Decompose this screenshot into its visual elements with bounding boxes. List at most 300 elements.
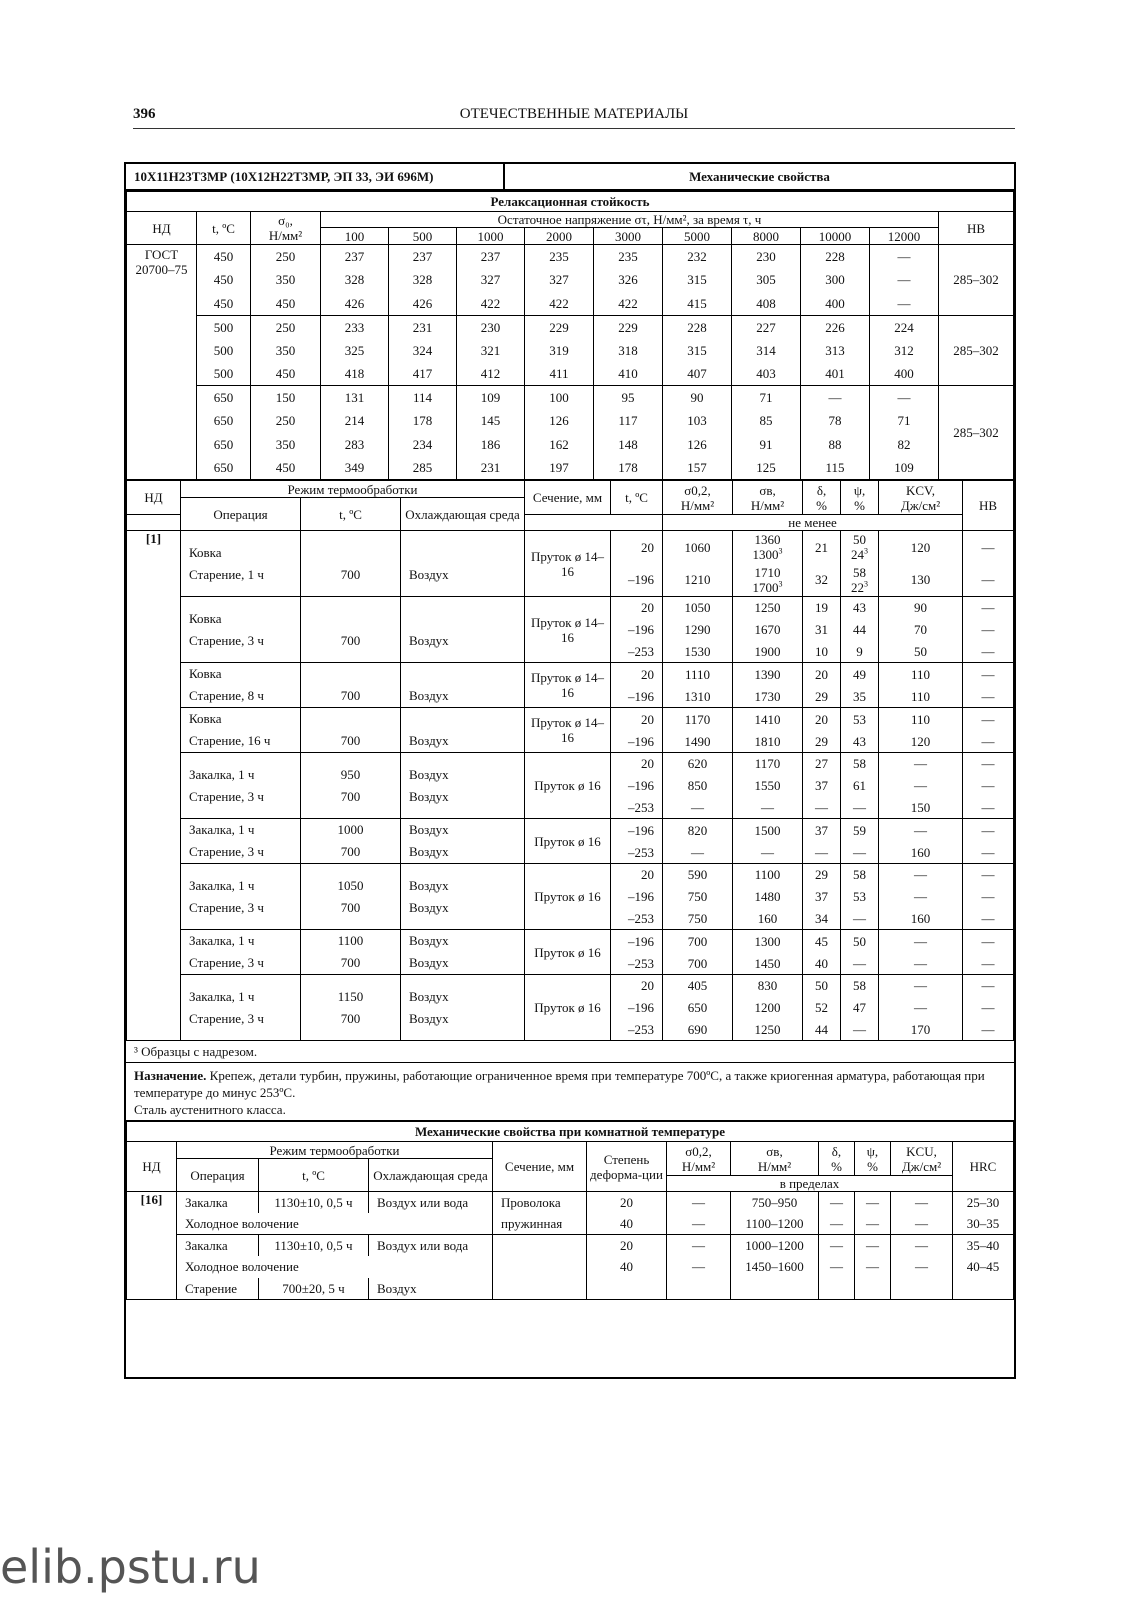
mech-cell: –253 xyxy=(611,797,663,819)
mech-cell: 150 xyxy=(879,797,963,819)
mech-t: 700 xyxy=(301,663,401,708)
mech-cell: — xyxy=(963,886,1014,908)
relax-cell: 283 xyxy=(321,433,389,457)
relax-cell: 214 xyxy=(321,409,389,433)
room-cell: 700±20, 5 ч xyxy=(259,1278,369,1300)
room-cell: Воздух или вода xyxy=(369,1235,493,1257)
section-title: Механические свойства xyxy=(504,164,1014,190)
room-cell: 1450–1600 xyxy=(731,1256,819,1278)
mech-row xyxy=(127,819,1014,842)
relax-cell: 349 xyxy=(321,456,389,480)
mech-row xyxy=(127,930,1014,953)
mech-cell: — xyxy=(963,908,1014,930)
relax-cell: 230 xyxy=(457,315,525,339)
time-8000: 8000 xyxy=(732,228,801,245)
room-col-s02 xyxy=(667,1142,731,1176)
relax-cell: 85 xyxy=(732,409,801,433)
mech-cell: 52 xyxy=(803,997,841,1019)
relax-cell: 426 xyxy=(321,292,389,316)
relax-cell: 109 xyxy=(870,456,939,480)
relax-cell: 103 xyxy=(663,409,732,433)
room-cell: 1130±10, 0,5 ч xyxy=(259,1192,369,1214)
mech-cell: 1710 1700$^3$ xyxy=(733,564,803,597)
relax-cell: 109 xyxy=(457,386,525,410)
room-delta-label: δ, xyxy=(831,1143,842,1159)
purpose-label: Назначение. xyxy=(134,1068,207,1083)
relaxation-title: Релаксационная стойкость xyxy=(127,192,1014,212)
mech-t: 700 xyxy=(301,597,401,663)
time-3000: 3000 xyxy=(594,228,663,245)
mech-cell: — xyxy=(841,1019,879,1041)
relax-hb: 285–302 xyxy=(939,386,1014,480)
mech-col-temp: t, ºC xyxy=(301,498,401,531)
relax-row xyxy=(127,456,1014,480)
mech-cell: 44 xyxy=(803,1019,841,1041)
mech-cell: — xyxy=(663,841,733,864)
relax-cell: 318 xyxy=(594,339,663,363)
relax-cell: 228 xyxy=(663,315,732,339)
mech-cell: 58 xyxy=(841,753,879,775)
sb-unit: Н/мм² xyxy=(750,497,785,513)
relax-cell: 319 xyxy=(525,339,594,363)
relax-cell: 300 xyxy=(801,268,870,292)
relax-cell: 312 xyxy=(870,339,939,363)
room-cell: 1000–1200 xyxy=(731,1235,819,1257)
mech-cell: –253 xyxy=(611,641,663,663)
mech-cool: Воздух Воздух xyxy=(401,864,525,930)
mech-cell: 1290 xyxy=(663,619,733,641)
relax-cell: 231 xyxy=(457,456,525,480)
room-kcu-label: KCU, xyxy=(906,1143,937,1159)
delta-unit: % xyxy=(816,497,827,513)
room-col-cooling: Охлаждающая среда xyxy=(369,1159,493,1192)
mech-cell: 110 xyxy=(879,663,963,686)
mech-cell: 34 xyxy=(803,908,841,930)
mech-cell: 1550 xyxy=(733,775,803,797)
room-cell: Проволока xyxy=(493,1192,587,1214)
mech-cell: — xyxy=(963,531,1014,564)
room-cell: — xyxy=(819,1235,855,1257)
relax-cell: 325 xyxy=(321,339,389,363)
relax-nd: ГОСТ 20700–75 xyxy=(127,245,197,480)
s02-label: σ0,2, xyxy=(684,482,711,498)
relaxation-table xyxy=(126,191,1014,480)
room-cell: Закалка xyxy=(177,1235,259,1257)
mech-cell: 90 xyxy=(879,597,963,619)
material-sheet xyxy=(124,162,1016,1379)
room-cell: 40 xyxy=(587,1256,667,1278)
room-cell: — xyxy=(891,1256,953,1278)
mech-section: Пруток ø 16 xyxy=(525,975,611,1041)
mech-cell: 1310 xyxy=(663,685,733,708)
relax-row xyxy=(127,362,1014,386)
mech-section: Пруток ø 14–16 xyxy=(525,708,611,753)
mech-cell: 50 xyxy=(803,975,841,997)
relax-cell: 178 xyxy=(594,456,663,480)
relax-row xyxy=(127,292,1014,316)
mech-cell: 61 xyxy=(841,775,879,797)
relax-cell: 314 xyxy=(732,339,801,363)
mech-cell: 21 xyxy=(803,531,841,564)
relax-cell: 650 xyxy=(197,433,251,457)
mech-cell: — xyxy=(963,730,1014,753)
room-cell: пружинная xyxy=(493,1213,587,1235)
mech-cell: 10 xyxy=(803,641,841,663)
mech-sec-spacer xyxy=(525,515,611,531)
relax-cell: 417 xyxy=(389,362,457,386)
relax-cell: 412 xyxy=(457,362,525,386)
relax-cell: 162 xyxy=(525,433,594,457)
room-row xyxy=(127,1278,1014,1300)
time-10000: 10000 xyxy=(801,228,870,245)
mech-op: Закалка, 1 ч Старение, 3 ч xyxy=(181,975,301,1041)
room-s02-unit: Н/мм² xyxy=(681,1158,716,1174)
material-grade: 10Х11Н23Т3МР (10Х12Н22Т3МР, ЭП 33, ЭИ 696М) xyxy=(126,164,504,190)
relax-cell: 321 xyxy=(457,339,525,363)
room-cell: — xyxy=(891,1235,953,1257)
room-cell xyxy=(493,1256,587,1278)
mech-cell: — xyxy=(879,886,963,908)
mech-cell: — xyxy=(841,841,879,864)
mech-cell: 1480 xyxy=(733,886,803,908)
page-number: 396 xyxy=(133,106,156,122)
room-cell: 40–45 xyxy=(953,1256,1014,1278)
mech-cell: –196 xyxy=(611,930,663,953)
relax-cell: 150 xyxy=(251,386,321,410)
room-cell: — xyxy=(855,1235,891,1257)
mech-cell: — xyxy=(879,997,963,1019)
room-cell: 40 xyxy=(587,1213,667,1235)
room-cell: — xyxy=(855,1256,891,1278)
room-cell: 20 xyxy=(587,1192,667,1214)
mech-cell: 1410 xyxy=(733,708,803,731)
delta-label: δ, xyxy=(816,482,827,498)
psi-label: ψ, xyxy=(853,482,866,498)
room-col-nd: НД xyxy=(127,1142,177,1192)
mech-cell: –253 xyxy=(611,1019,663,1041)
mech-cell: –196 xyxy=(611,819,663,842)
room-sb-unit: Н/мм² xyxy=(757,1158,792,1174)
room-delta-unit: % xyxy=(831,1158,842,1174)
relax-cell: 235 xyxy=(594,245,663,269)
mech-cell: — xyxy=(963,819,1014,842)
relax-cell: — xyxy=(870,268,939,292)
mech-cell: 1530 xyxy=(663,641,733,663)
mech-cell: 20 xyxy=(803,663,841,686)
sigma0-label: σ₀, xyxy=(278,213,293,228)
relax-cell: 235 xyxy=(525,245,594,269)
room-cell xyxy=(891,1278,953,1300)
mech-cool: Воздух Воздух xyxy=(401,819,525,864)
relax-cell: 650 xyxy=(197,386,251,410)
purpose-text: Крепеж, детали турбин, пружины, работающие ограниченное время при температуре 700ºC, а также криогенная арматура, работающая при температуре до минус 253ºC. xyxy=(134,1068,985,1100)
room-cell: Закалка xyxy=(177,1192,259,1214)
mech-cell: –196 xyxy=(611,886,663,908)
relax-row xyxy=(127,433,1014,457)
mech-cell: 44 xyxy=(841,619,879,641)
room-cell xyxy=(493,1278,587,1300)
relax-cell: 126 xyxy=(525,409,594,433)
mech-cell: 750 xyxy=(663,908,733,930)
mech-cell: 70 xyxy=(879,619,963,641)
mech-cell: — xyxy=(963,619,1014,641)
relax-cell: 324 xyxy=(389,339,457,363)
room-cell: 1130±10, 0,5 ч xyxy=(259,1235,369,1257)
room-cell: — xyxy=(667,1213,731,1235)
relax-cell: 232 xyxy=(663,245,732,269)
mech-cell: 20 xyxy=(611,597,663,619)
mech-cell: 690 xyxy=(663,1019,733,1041)
relax-cell: 197 xyxy=(525,456,594,480)
mech-cell: 1390 xyxy=(733,663,803,686)
mech-col-s02 xyxy=(663,481,733,515)
mech-cell: 1200 xyxy=(733,997,803,1019)
relax-row xyxy=(127,268,1014,292)
mech-cool: Воздух Воздух xyxy=(401,753,525,819)
mech-cell: — xyxy=(963,564,1014,597)
mech-cell: 20 xyxy=(611,975,663,997)
relax-cell: 90 xyxy=(663,386,732,410)
mech-cell: 160 xyxy=(879,908,963,930)
room-cell: Старение xyxy=(177,1278,259,1300)
relax-cell: 500 xyxy=(197,339,251,363)
relax-cell: — xyxy=(870,386,939,410)
mech-cell: 170 xyxy=(879,1019,963,1041)
mech-cell: 1450 xyxy=(733,952,803,975)
mech-cell: — xyxy=(879,753,963,775)
mech-row xyxy=(127,864,1014,886)
mech-cell: — xyxy=(733,841,803,864)
relax-cell: 78 xyxy=(801,409,870,433)
relax-cell: 82 xyxy=(870,433,939,457)
mech-cell: 53 xyxy=(841,708,879,731)
room-kcu-unit: Дж/см² xyxy=(901,1158,942,1174)
mech-cell: 1110 xyxy=(663,663,733,686)
relax-cell: 178 xyxy=(389,409,457,433)
mech-cell: 53 xyxy=(841,886,879,908)
mech-cell: 43 xyxy=(841,730,879,753)
relax-cell: 650 xyxy=(197,409,251,433)
relax-cell: 327 xyxy=(525,268,594,292)
mech-cell: 19 xyxy=(803,597,841,619)
mech-cell: — xyxy=(963,597,1014,619)
room-col-hrc: HRC xyxy=(953,1142,1014,1192)
room-cell: — xyxy=(667,1192,731,1214)
mech-cell: –196 xyxy=(611,997,663,1019)
mech-cell: 20 xyxy=(611,708,663,731)
room-col-section: Сечение, мм xyxy=(493,1142,587,1192)
mech-t: 1150 700 xyxy=(301,975,401,1041)
room-title: Механические свойства при комнатной температуре xyxy=(127,1122,1014,1142)
relax-cell: 231 xyxy=(389,315,457,339)
mech-cell: 1500 xyxy=(733,819,803,842)
mech-cell: 20 xyxy=(611,531,663,564)
mech-cell: — xyxy=(963,685,1014,708)
s02-unit: Н/мм² xyxy=(680,497,715,513)
mech-section: Пруток ø 16 xyxy=(525,930,611,975)
relax-cell: 250 xyxy=(251,245,321,269)
mechanical-table xyxy=(126,480,1014,1041)
relax-cell: 228 xyxy=(801,245,870,269)
relax-cell: 450 xyxy=(197,245,251,269)
mech-cell: — xyxy=(879,819,963,842)
room-cell xyxy=(493,1235,587,1257)
mech-cell: — xyxy=(963,997,1014,1019)
mech-cell: 1060 xyxy=(663,531,733,564)
relax-cell: 233 xyxy=(321,315,389,339)
mech-t-spacer xyxy=(611,515,663,531)
mech-op: Закалка, 1 ч Старение, 3 ч xyxy=(181,930,301,975)
mech-t: 950 700 xyxy=(301,753,401,819)
room-col-kcu xyxy=(891,1142,953,1176)
time-100: 100 xyxy=(321,228,389,245)
relax-hb: 285–302 xyxy=(939,245,1014,316)
relax-cell: 71 xyxy=(732,386,801,410)
mech-cell: — xyxy=(803,841,841,864)
room-row xyxy=(127,1213,1014,1235)
relax-cell: 237 xyxy=(321,245,389,269)
kcv-label: KCV, xyxy=(906,482,936,498)
relax-cell: 285 xyxy=(389,456,457,480)
room-range-label: в пределах xyxy=(667,1176,953,1192)
relax-cell: 224 xyxy=(870,315,939,339)
mech-cell: — xyxy=(963,753,1014,775)
mech-col-mode: Режим термообработки xyxy=(181,481,525,498)
mech-col-psi xyxy=(841,481,879,515)
mech-cell: 47 xyxy=(841,997,879,1019)
mech-nd-spacer xyxy=(127,515,181,531)
mech-col-delta xyxy=(803,481,841,515)
mech-t: 1050 700 xyxy=(301,864,401,930)
relax-cell: 450 xyxy=(251,456,321,480)
room-psi-label: ψ, xyxy=(866,1143,879,1159)
mech-cell: — xyxy=(963,775,1014,797)
mech-op: Закалка, 1 ч Старение, 3 ч xyxy=(181,819,301,864)
relax-cell: 650 xyxy=(197,456,251,480)
mech-t: 700 xyxy=(301,708,401,753)
relax-cell: 229 xyxy=(525,315,594,339)
mech-cell: 1670 xyxy=(733,619,803,641)
relax-cell: 350 xyxy=(251,433,321,457)
mech-cell: 1300 xyxy=(733,930,803,953)
room-sb-label: σв, xyxy=(766,1143,783,1159)
mech-row xyxy=(127,597,1014,619)
room-temp-table xyxy=(126,1121,1014,1300)
mech-cell: 620 xyxy=(663,753,733,775)
relax-cell: 422 xyxy=(594,292,663,316)
room-cell: — xyxy=(819,1256,855,1278)
mech-cell: 58 xyxy=(841,864,879,886)
relax-cell: 410 xyxy=(594,362,663,386)
title-table xyxy=(126,164,1014,191)
room-cell: 25–30 xyxy=(953,1192,1014,1214)
relax-cell: 250 xyxy=(251,409,321,433)
mech-row xyxy=(127,663,1014,686)
relax-cell: 403 xyxy=(732,362,801,386)
mech-cell: 43 xyxy=(841,597,879,619)
relax-row xyxy=(127,315,1014,339)
page-header xyxy=(133,104,1015,129)
footnote: ³ Образцы с надрезом. xyxy=(126,1041,1014,1063)
mech-section: Пруток ø 14–16 xyxy=(525,531,611,597)
mech-cell: 20 xyxy=(803,708,841,731)
room-cell xyxy=(819,1278,855,1300)
room-cell: Холодное волочение xyxy=(177,1213,493,1235)
mech-cool: Воздух xyxy=(401,531,525,597)
mech-cell: 700 xyxy=(663,952,733,975)
room-cell xyxy=(855,1278,891,1300)
purpose xyxy=(126,1063,1014,1121)
mech-row xyxy=(127,975,1014,997)
relax-cell: — xyxy=(801,386,870,410)
mech-op: Закалка, 1 ч Старение, 3 ч xyxy=(181,753,301,819)
relax-cell: 88 xyxy=(801,433,870,457)
relax-cell: 148 xyxy=(594,433,663,457)
room-cell: — xyxy=(855,1213,891,1235)
room-row xyxy=(127,1256,1014,1278)
mech-cell: 59 xyxy=(841,819,879,842)
relax-cell: 350 xyxy=(251,268,321,292)
mech-t: 1000 700 xyxy=(301,819,401,864)
mech-cell: –196 xyxy=(611,564,663,597)
room-cell: 35–40 xyxy=(953,1235,1014,1257)
mech-cell: — xyxy=(963,975,1014,997)
mech-cell: –253 xyxy=(611,908,663,930)
relax-cell: 418 xyxy=(321,362,389,386)
mech-cell: 160 xyxy=(733,908,803,930)
mech-cell: 1170 xyxy=(733,753,803,775)
relax-cell: 91 xyxy=(732,433,801,457)
relax-row xyxy=(127,386,1014,410)
mech-cell: — xyxy=(841,952,879,975)
sigma0-unit: Н/мм² xyxy=(268,228,303,243)
relax-cell: 237 xyxy=(389,245,457,269)
room-cell: — xyxy=(819,1192,855,1214)
room-cell xyxy=(953,1278,1014,1300)
time-500: 500 xyxy=(389,228,457,245)
sb-label: σв, xyxy=(759,482,776,498)
mech-cell: 1900 xyxy=(733,641,803,663)
mech-cell: 820 xyxy=(663,819,733,842)
mech-section: Пруток ø 14–16 xyxy=(525,597,611,663)
mech-section: Пруток ø 16 xyxy=(525,864,611,930)
relax-cell: 226 xyxy=(801,315,870,339)
relax-cell: 234 xyxy=(389,433,457,457)
relax-cell: 313 xyxy=(801,339,870,363)
mech-op: Ковка Старение, 3 ч xyxy=(181,597,301,663)
mech-cell: — xyxy=(963,797,1014,819)
relax-cell: 400 xyxy=(801,292,870,316)
relax-cell: 500 xyxy=(197,362,251,386)
mech-cell: — xyxy=(879,775,963,797)
relax-row xyxy=(127,339,1014,363)
room-col-psi xyxy=(855,1142,891,1176)
room-cell xyxy=(731,1278,819,1300)
relax-cell: 250 xyxy=(251,315,321,339)
relax-cell: 422 xyxy=(525,292,594,316)
mech-cell: 58 xyxy=(841,975,879,997)
mech-cell: 1250 xyxy=(733,1019,803,1041)
room-s02-label: σ0,2, xyxy=(685,1143,712,1159)
mech-cell: 1050 xyxy=(663,597,733,619)
mech-cell: — xyxy=(963,1019,1014,1041)
watermark: elib.pstu.ru xyxy=(0,1540,261,1594)
mech-cell: 58 $22^3$ xyxy=(841,564,879,597)
room-cell: 1100–1200 xyxy=(731,1213,819,1235)
room-cell: 750–950 xyxy=(731,1192,819,1214)
relax-cell: 401 xyxy=(801,362,870,386)
room-cell: Воздух или вода xyxy=(369,1192,493,1214)
